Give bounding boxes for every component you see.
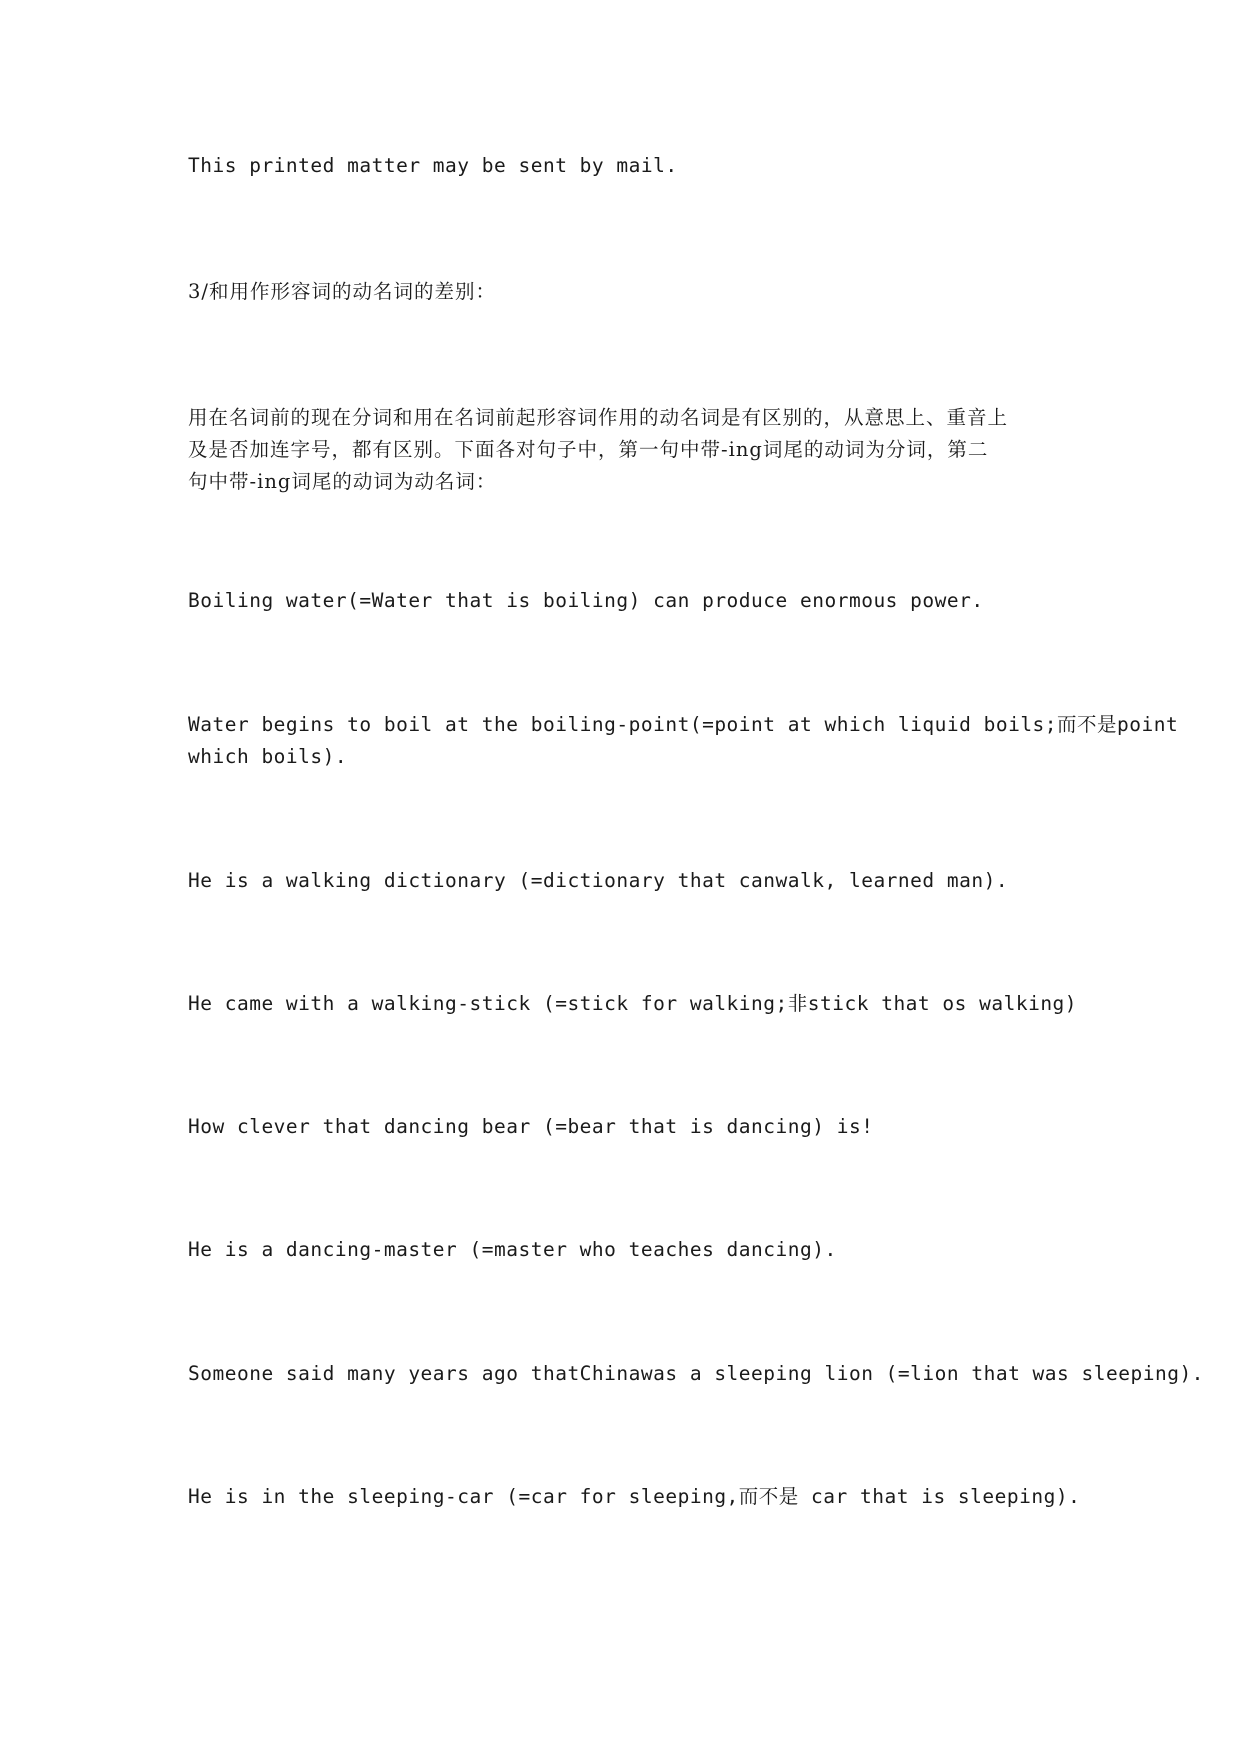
example-walking-stick: He came with a walking-stick (=stick for walking;非stick that os walking) [188,992,1078,1015]
example-boiling-point-line-2: which boils). [188,745,348,768]
example-dancing-master: He is a dancing-master (=master who teaches dancing). [188,1238,837,1261]
sentence-printed-matter: This printed matter may be sent by mail. [188,154,678,177]
example-sleeping-lion: Someone said many years ago thatChinawas a sleeping lion (=lion that was sleeping). [188,1362,1204,1385]
example-dancing-bear: How clever that dancing bear (=bear that is dancing) is! [188,1115,874,1138]
explanation-line-2: 及是否加连字号，都有区别。下面各对句子中，第一句中带-ing词尾的动词为分词，第二 [188,438,989,461]
explanation-line-3: 句中带-ing词尾的动词为动名词： [188,470,497,493]
explanation-line-1: 用在名词前的现在分词和用在名词前起形容词作用的动名词是有区别的，从意思上、重音上 [188,406,1009,429]
example-boiling-water: Boiling water(=Water that is boiling) can produce enormous power. [188,589,984,612]
section-heading: 3/和用作形容词的动名词的差别： [188,280,496,303]
example-sleeping-car: He is in the sleeping-car (=car for sleeping,而不是 car that is sleeping). [188,1485,1081,1508]
example-boiling-point-line-1: Water begins to boil at the boiling-point(=point at which liquid boils;而不是point [188,713,1179,736]
example-walking-dictionary: He is a walking dictionary (=dictionary that canwalk, learned man). [188,869,1009,892]
